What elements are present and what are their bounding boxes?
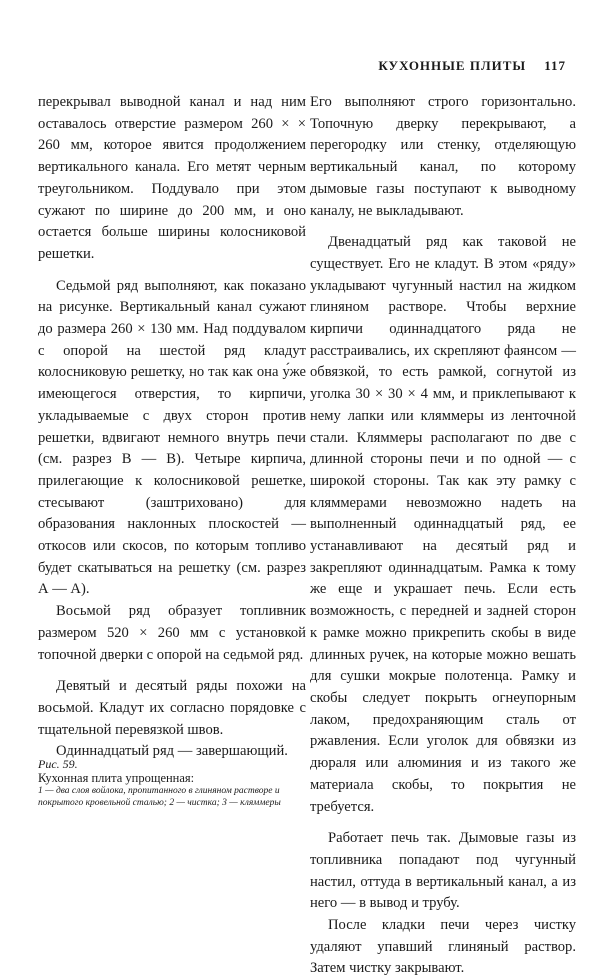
paragraph: Двенадцатый ряд как таковой не существует. Его не кладут. В этом «ряду» укладывают чугунный настил на жидком глиняном растворе. Чтобы верхние кирпичи одиннадцатого ряда не расстраивались, их скрепляют фаянсом — обвязкой, то есть рамкой, согнутой из уголка 30 × 30 × 4 мм, и приклепывают к нему лапки или кляммеры из ленточной стали. Кляммеры располагают по две с длинной стороны печи и по одной — с широкой стороны. Так как эту рамку с кляммерами невозможно надеть на выполненный одиннадцатый ряд, ее устанавливают на десятый ряд и закрепляют одиннадцатым. Рамка к тому же еще и украшает печь. Если есть возможность, с передней и задней сторон к рамке можно прикрепить скобы в виде длинных ручек, на которые можно вешать для сушки мокрые полотенца. Рамку и скобы следует покрыть огнеупорным лаком, предохраняющим сталь от ржавления. Если уголок для обвязки из дюраля или алюминия и из такого же материала скобы, то покрытия не требуется. — [310, 234, 576, 815]
page-number: 117 — [544, 58, 566, 73]
paragraph: Седьмой ряд выполняют, как показано на рисунке. Вертикальный канал сужают до размера 260 × 130 мм. Над поддувалом с опорой на шестой ряд кладут колосниковую решетку, но так как она у́же имеющегося отверстия, то кирпичи, укладываемые с двух сторон против решетки, вдвигают немного внутрь печи (см. разрез В — В). Четыре кирпича, прилегающие к колосниковой решетке, стесывают (заштриховано) для образования наклонных плоскостей — откосов или скосов, по которым топливо будет скатываться на решетку (см. разрез А — А). — [38, 277, 306, 598]
right-column — [310, 92, 576, 980]
paragraph: Его выполняют строго горизонтально. Топочную дверку перекрывают, а перегородку или стенку, отделяющую вертикальный канал, по которому дымовые газы поступают к выводному каналу, не выкладывают. — [310, 94, 576, 219]
paragraph: Восьмой ряд образует топливник размером 520 × 260 мм с установкой топочной дверки с опорой на седьмой ряд. — [38, 603, 306, 663]
figure-legend: 1 — два слоя войлока, пропитанного в глиняном растворе и покрытого кровельной сталью; 2 — чистка; 3 — кляммеры — [38, 786, 281, 808]
figure-number: Рис. 59. — [38, 757, 78, 771]
paragraph: После кладки печи через чистку удаляют упавший глиняный раствор. Затем чистку закрывают. — [310, 917, 576, 977]
paragraph: Работает печь так. Дымовые газы из топливника попадают под чугунный настил, оттуда в вертикальный канал, а из него — в вывод и трубу. — [310, 830, 576, 912]
paragraph: Девятый и десятый ряды похожи на восьмой. Кладут их согласно порядовке с тщательной перевязкой швов. — [38, 678, 306, 738]
left-column — [38, 92, 306, 763]
running-header — [378, 58, 566, 74]
figure-title: Кухонная плита упрощенная: — [38, 770, 195, 785]
paragraph: перекрывал выводной канал и над ним оставалось отверстие размером 260 × × 260 мм, которое явится продолжением вертикального канала. Его метят черным треугольником. Поддувало при этом сужают по ширине до 200 мм, и оно остается больше ширины колосниковой решетки. — [38, 94, 306, 262]
paragraph: Одиннадцатый ряд — завершающий. — [56, 743, 288, 760]
figure-caption — [38, 758, 300, 809]
running-title: КУХОННЫЕ ПЛИТЫ — [378, 58, 527, 73]
